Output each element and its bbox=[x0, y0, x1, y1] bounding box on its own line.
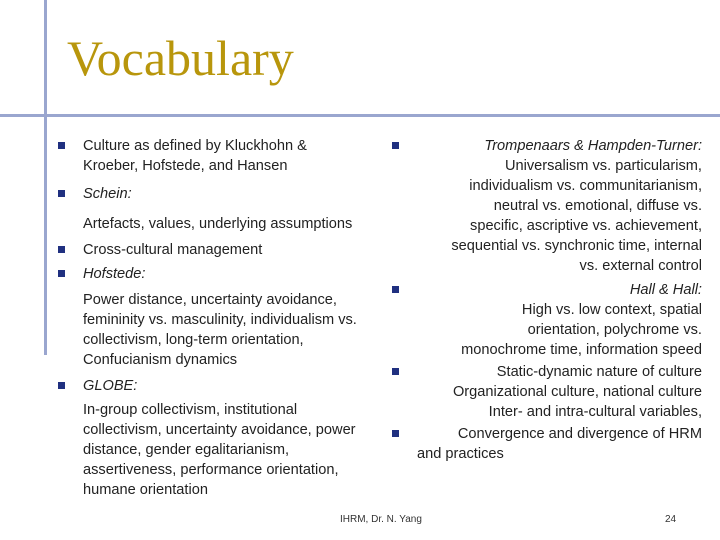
square-bullet-icon bbox=[392, 286, 399, 293]
square-bullet-icon bbox=[392, 368, 399, 375]
left-column bbox=[58, 136, 386, 500]
bullet-hofstede: Hofstede: bbox=[58, 264, 386, 284]
square-bullet-icon bbox=[58, 190, 65, 197]
bullet-hall: Hall & Hall: High vs. low context, spatial orientation, polychrome vs. monochrome time, information speed bbox=[392, 280, 702, 360]
page-number: 24 bbox=[665, 514, 677, 525]
square-bullet-icon bbox=[58, 270, 65, 277]
decorative-vertical-rule bbox=[44, 0, 47, 355]
square-bullet-icon bbox=[392, 430, 399, 437]
bullet-trompenaars: Trompenaars & Hampden-Turner: Universalism vs. particularism, individualism vs. communitarianism, neutral vs. emotional, diffuse vs. specific, ascriptive vs. achievement, sequential vs. synchronic time, internal vs. external control bbox=[392, 136, 702, 276]
square-bullet-icon bbox=[58, 382, 65, 389]
bullet-static-dynamic: Static-dynamic nature of culture Organizational culture, national culture Inter- and intra-cultural variables, bbox=[392, 362, 702, 422]
footer-text: IHRM, Dr. N. Yang bbox=[340, 514, 422, 525]
bullet-schein: Schein: bbox=[58, 184, 386, 204]
globe-detail: In-group collectivism, institutional collectivism, uncertainty avoidance, power distance, gender egalitarianism, assertiveness, performance orientation, humane orientation bbox=[83, 402, 356, 498]
slide-title: Vocabulary bbox=[67, 30, 294, 86]
schein-detail: Artefacts, values, underlying assumptions bbox=[83, 216, 353, 232]
bullet-culture-definition: Culture as defined by Kluckhohn & Kroeber, Hofstede, and Hansen bbox=[58, 136, 386, 176]
square-bullet-icon bbox=[392, 142, 399, 149]
decorative-horizontal-rule bbox=[0, 114, 720, 117]
square-bullet-icon bbox=[58, 142, 65, 149]
bullet-convergence: Convergence and divergence of HRM and practices bbox=[392, 424, 702, 464]
square-bullet-icon bbox=[58, 246, 65, 253]
bullet-globe: GLOBE: bbox=[58, 376, 386, 396]
hofstede-detail: Power distance, uncertainty avoidance, femininity vs. masculinity, individualism vs. collectivism, long-term orientation, Confucianism dynamics bbox=[83, 292, 357, 368]
bullet-cross-cultural: Cross-cultural management bbox=[58, 240, 386, 260]
right-column bbox=[392, 136, 702, 464]
